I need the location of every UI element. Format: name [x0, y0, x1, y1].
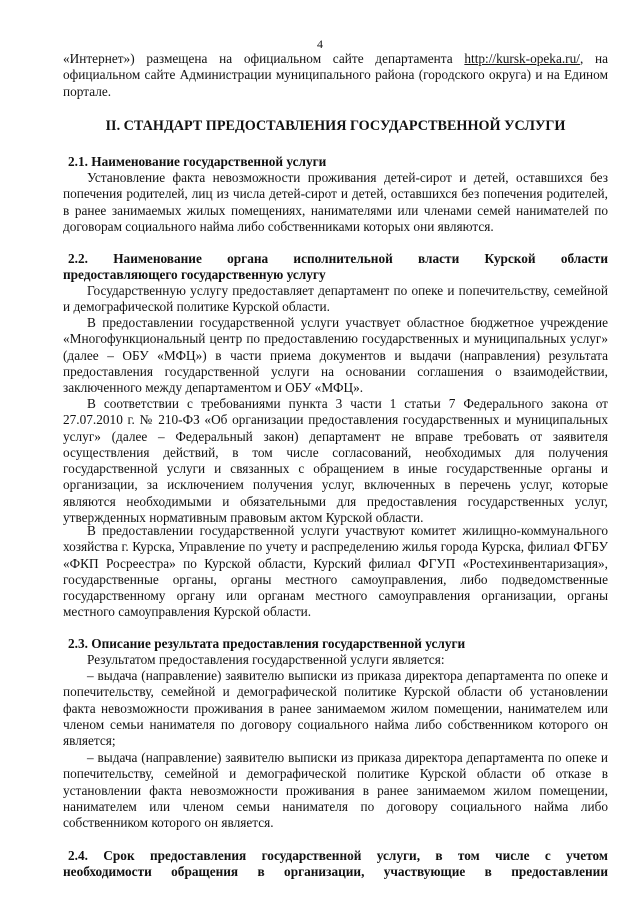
paragraph-2-2-3: В соответствии с требованиями пункта 3 части 1 статьи 7 Федерального закона от 27.07.2010 г. № 210-ФЗ «Об организации предоставления государственных и муниципальных услуг» (далее – Федеральный закон) департамент не вправе требовать от заявителя осуществления действий, в том числе согласований, необходимых для получения государственной услуги и связанных с обращением в иные государственные органы и организации, за исключением получения услуг, включенных в перечень услуг, которые являются необходимыми и обязательными для предоставления государственных услуг, утвержденных нормативным правовым актом Курской области. — [63, 396, 608, 526]
intro-text-post: , на официальном сайте Администрации муниципального района (городского округа) и на Едином портале. — [63, 51, 608, 99]
paragraph-2-2-4: В предоставлении государственной услуги участвуют комитет жилищно-коммунального хозяйства г. Курска, Управление по учету и распределению жилья города Курска, филиал ФГБУ «ФКП Росреестра» по Курской области, Курский филиал ФГУП «Ростехинвентаризация», государственные органы, органы местного самоуправления, либо подведомственные государственному органу или органам местного самоуправления организации, органы местного самоуправления Курской области. — [63, 523, 608, 620]
heading-2-3: 2.3. Описание результата предоставления государственной услуги — [68, 636, 466, 651]
paragraph-2-3-3: – выдача (направление) заявителю выписки из приказа директора департамента по опеке и попечительству, семейной и демографической политике Курской области об отказе в установлении факта невозможности проживания в ранее занимаемом жилом помещении, нанимателем или членом семьи нанимателя по договору социального найма либо собственником которого он является. — [63, 750, 608, 831]
paragraph-2-1: Установление факта невозможности проживания детей-сирот и детей, оставшихся без попечения родителей, лиц из числа детей-сирот и детей, оставшихся без попечения родителей, в ранее занимаемых жилых помещениях, нанимателями или членами семей нанимателей по договорам социального найма либо собственниками которых они являются. — [63, 170, 608, 234]
paragraph-2-3-2: – выдача (направление) заявителю выписки из приказа директора департамента по опеке и попечительству, семейной и демографической политике Курской области об установлении факта невозможности проживания в ранее занимаемом жилом помещении, нанимателем или членом семьи нанимателя по договору социального найма либо собственником которого он является; — [63, 668, 608, 749]
paragraph-2-2-1: Государственную услугу предоставляет департамент по опеке и попечительству, семейной и демографической политике Курской области. — [63, 283, 608, 315]
heading-2-4-line1: 2.4. Срок предоставления государственной услуги, в том числе с учетом — [68, 848, 608, 863]
heading-2-1: 2.1. Наименование государственной услуги — [68, 154, 327, 169]
heading-2-2-line1: 2.2. Наименование органа исполнительной власти Курской области — [68, 251, 608, 266]
section-title: II. СТАНДАРТ ПРЕДОСТАВЛЕНИЯ ГОСУДАРСТВЕННОЙ УСЛУГИ — [105, 118, 566, 134]
paragraph-2-3-1: Результатом предоставления государственной услуги является: — [87, 652, 445, 667]
intro-paragraph — [63, 51, 608, 100]
heading-2-4-line2: необходимости обращения в организации, участвующие в предоставлении — [63, 864, 608, 879]
heading-2-2-line2: предоставляющего государственную услугу — [63, 267, 326, 282]
page-number: 4 — [317, 37, 323, 51]
website-link[interactable]: http://kursk-opeka.ru/ — [464, 51, 580, 66]
paragraph-2-2-2: В предоставлении государственной услуги участвует областное бюджетное учреждение «Многофункциональный центр по предоставлению государственных и муниципальных услуг» (далее – ОБУ «МФЦ») в части приема документов и выдачи (направления) результата предоставления государственной услуги на основании соглашения о взаимодействии, заключенного между департаментом и ОБУ «МФЦ». — [63, 315, 608, 396]
intro-text-pre: «Интернет») размещена на официальном сайте департамента — [63, 51, 465, 66]
